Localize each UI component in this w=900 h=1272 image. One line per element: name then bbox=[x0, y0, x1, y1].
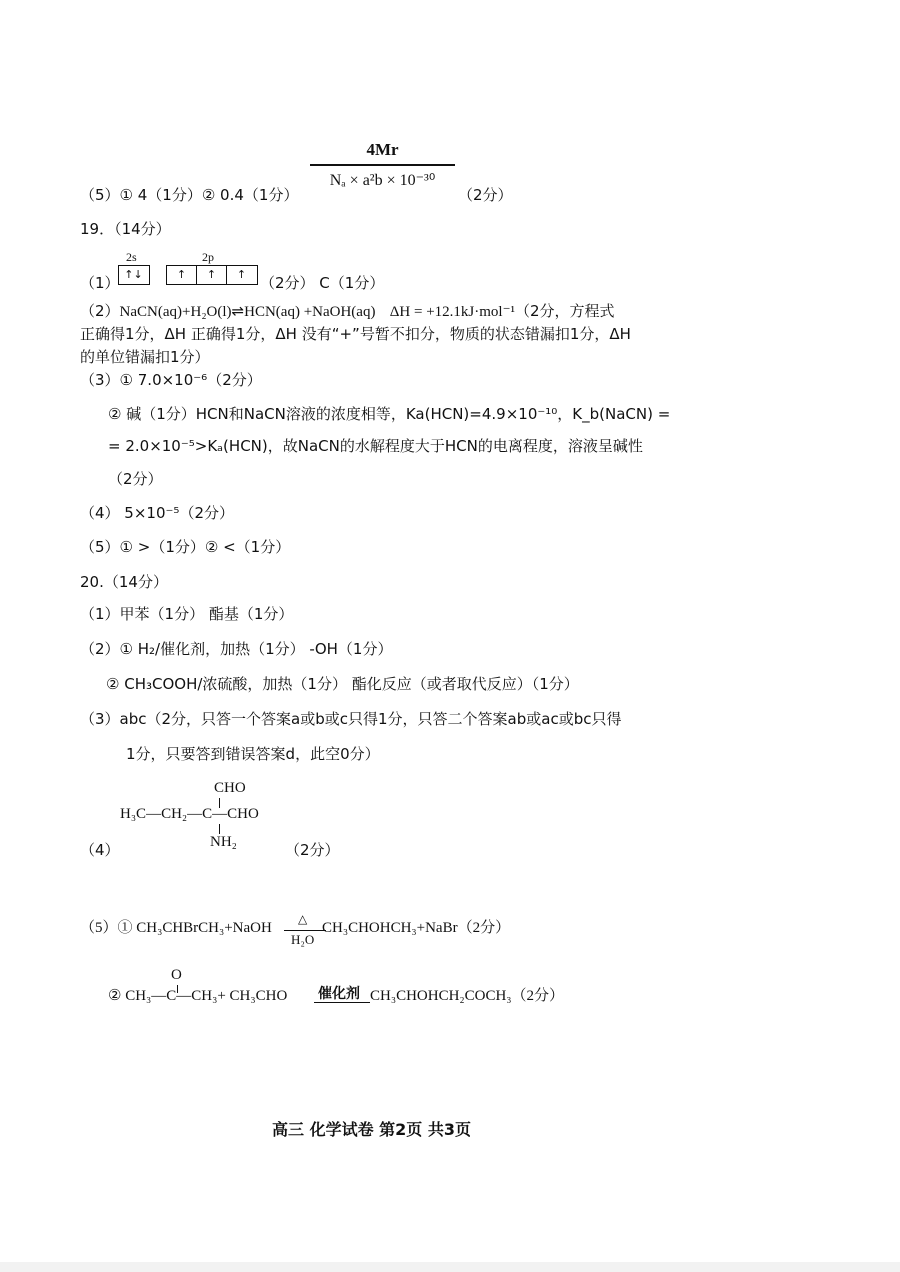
reaction-arrow-2 bbox=[314, 1002, 370, 1003]
q19-part1-label: （1） bbox=[80, 274, 120, 292]
equation-right: HCN(aq) +NaOH(aq) bbox=[244, 304, 376, 320]
q20-part3-2: 1分，只要答到错误答案d，此空0分） bbox=[126, 745, 380, 763]
q19-part2-note2: 正确得1分，ΔH 正确得1分，ΔH 没有“+”号暂不扣分，物质的状态错漏扣1分，ΔH bbox=[80, 325, 631, 343]
reaction-heat-symbol: △ bbox=[298, 912, 308, 926]
q19-part5: （5）① >（1分）② <（1分） bbox=[80, 538, 291, 556]
q19-part4: （4） 5×10⁻⁵（2分） bbox=[80, 504, 234, 522]
q19-part3-1: （3）① 7.0×10⁻⁶（2分） bbox=[80, 371, 262, 389]
orbital-2p-label: 2p bbox=[202, 250, 214, 264]
q19-part2-note3: 的单位错漏扣1分） bbox=[80, 348, 210, 366]
orbital-2p-box bbox=[166, 265, 258, 285]
q20-part5-1-right: CH₃CHOHCH₃+NaBr（2分） bbox=[322, 920, 511, 936]
q18-part5-text: （5）① 4（1分）② 0.4（1分） bbox=[80, 186, 299, 204]
orbital-2s-label: 2s bbox=[126, 250, 137, 264]
q19-part3-2b: = 2.0×10⁻⁵>Kₐ(HCN)，故NaCN的水解程度大于HCN的电离程度，溶液呈碱性 bbox=[108, 437, 643, 455]
q19-part2-note1: （2分，方程式 bbox=[515, 302, 615, 320]
q20-part3-1: （3）abc（2分，只答一个答案a或b或c只得1分，只答二个答案ab或ac或bc只得 bbox=[80, 710, 622, 728]
orbital-2s-electrons: ↑↓ bbox=[124, 268, 143, 281]
q20-part2-1: （2）① H₂/催化剂，加热（1分） -OH（1分） bbox=[80, 640, 393, 658]
q19-header: 19．（14分） bbox=[80, 220, 171, 238]
orbital-2p-cell: ↑ bbox=[206, 268, 217, 281]
bottom-strip bbox=[0, 1262, 900, 1272]
structure-bond-bottom bbox=[219, 824, 220, 834]
reaction-solvent: H₂O bbox=[291, 932, 315, 947]
q18-part5-score: （2分） bbox=[458, 186, 513, 204]
enthalpy-change: ΔH = +12.1kJ·mol⁻¹ bbox=[389, 304, 516, 320]
reaction-arrow-1 bbox=[284, 930, 326, 931]
orbital-2p-cell: ↑ bbox=[176, 268, 187, 281]
q19-part3-2c: （2分） bbox=[108, 470, 163, 488]
orbital-2p-cell: ↑ bbox=[236, 268, 247, 281]
q19-part3-2a: ② 碱（1分）HCN和NaCN溶液的浓度相等，Ka(HCN)=4.9×10⁻¹⁰，K_b(NaCN) = bbox=[108, 405, 671, 423]
q19-part1-rest: （2分） C（1分） bbox=[260, 274, 385, 292]
structure-top-group: CHO bbox=[214, 780, 246, 796]
q20-part5-2-left: ② CH₃—C—CH₃+ CH₃CHO bbox=[108, 988, 288, 1004]
q19-part2-label: （2） bbox=[80, 302, 120, 320]
fraction-numerator: 4Mr bbox=[366, 140, 399, 159]
q20-part1: （1）甲苯（1分） 酯基（1分） bbox=[80, 605, 294, 623]
equation-left: NaCN(aq)+H₂O(l) bbox=[119, 304, 232, 320]
page-footer: 高三 化学试卷 第2页 共3页 bbox=[272, 1120, 471, 1139]
q20-part4-label: （4） bbox=[80, 841, 120, 859]
structure-main-chain: H₃C—CH₂—C—CHO bbox=[120, 806, 259, 822]
q20-part5-1-left: （5）① CH₃CHBrCH₃+NaOH bbox=[80, 920, 272, 936]
q20-part5-2-right: CH₃CHOHCH₂COCH₃（2分） bbox=[370, 988, 565, 1004]
orbital-2s-box bbox=[118, 265, 150, 285]
density-fraction bbox=[310, 140, 455, 190]
q20-header: 20.（14分） bbox=[80, 573, 168, 591]
q20-part4-score: （2分） bbox=[285, 841, 340, 859]
fraction-denominator: Nₐ × a²b × 10⁻³⁰ bbox=[329, 172, 436, 189]
q19-part2-line1 bbox=[80, 301, 615, 322]
structure-bottom-group: NH₂ bbox=[210, 834, 237, 850]
ketone-oxygen: O bbox=[171, 967, 182, 983]
reaction-catalyst: 催化剂 bbox=[318, 987, 360, 1002]
equilibrium-arrow: ⇌ bbox=[231, 302, 245, 320]
q20-part2-2: ② CH₃COOH/浓硫酸，加热（1分） 酯化反应（或者取代反应）（1分） bbox=[106, 675, 579, 693]
